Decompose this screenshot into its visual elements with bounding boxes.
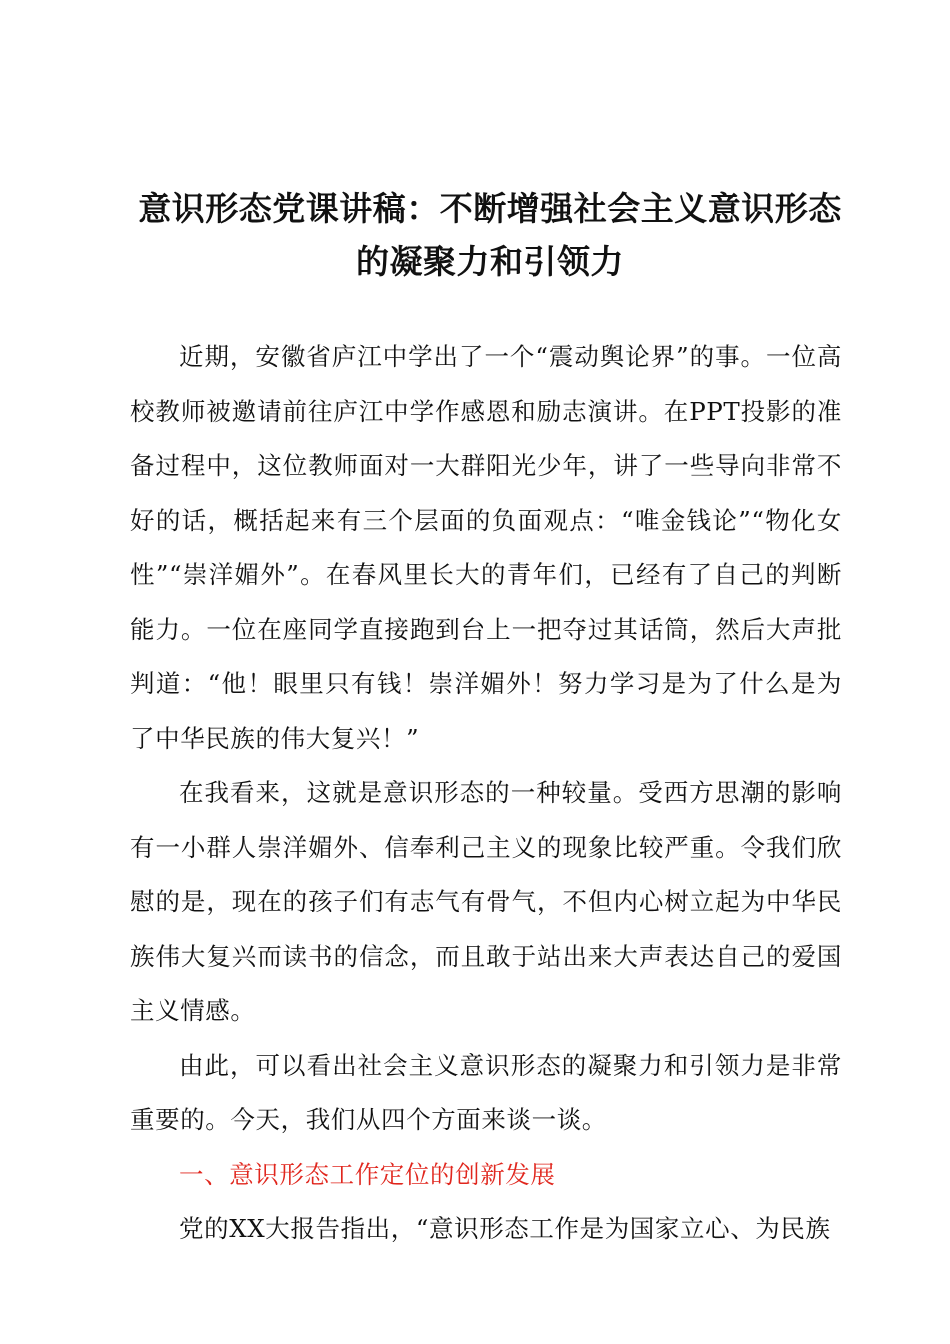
- paragraph-4: 党的XX大报告指出，“意识形态工作是为国家立心、为民族: [179, 1214, 831, 1243]
- paragraph-2: 在我看来，这就是意识形态的一种较量。受西方思潮的影响有一小群人崇洋媚外、信奉利己主义的现象比较严重。令我们欣慰的是，现在的孩子们有志气有骨气，不但内心树立起为中华民族伟大复兴而读书的信念，而且敢于站出来大声表达自己的爱国主义情感。: [130, 778, 842, 1025]
- paragraph-3: 由此，可以看出社会主义意识形态的凝聚力和引领力是非常重要的。今天，我们从四个方面来谈一谈。: [130, 1050, 842, 1134]
- document-body: [130, 330, 842, 1257]
- title-line-2: 的凝聚力和引领力: [356, 242, 624, 281]
- document-title: [100, 182, 880, 288]
- title-line-1: 意识形态党课讲稿：不断增强社会主义意识形态: [138, 189, 842, 228]
- section-heading-1: 一、意识形态工作定位的创新发展: [179, 1159, 556, 1189]
- paragraph-1: 近期，安徽省庐江中学出了一个“震动舆论界”的事。一位高校教师被邀请前往庐江中学作感恩和励志演讲。在PPT投影的准备过程中，这位教师面对一大群阳光少年，讲了一些导向非常不好的话，概括起来有三个层面的负面观点：“唯金钱论”“物化女性”“崇洋媚外”。在春风里长大的青年们，已经有了自己的判断能力。一位在座同学直接跑到台上一把夺过其话筒，然后大声批判道：“他！眼里只有钱！崇洋媚外！努力学习是为了什么是为了中华民族的伟大复兴！”: [130, 342, 842, 753]
